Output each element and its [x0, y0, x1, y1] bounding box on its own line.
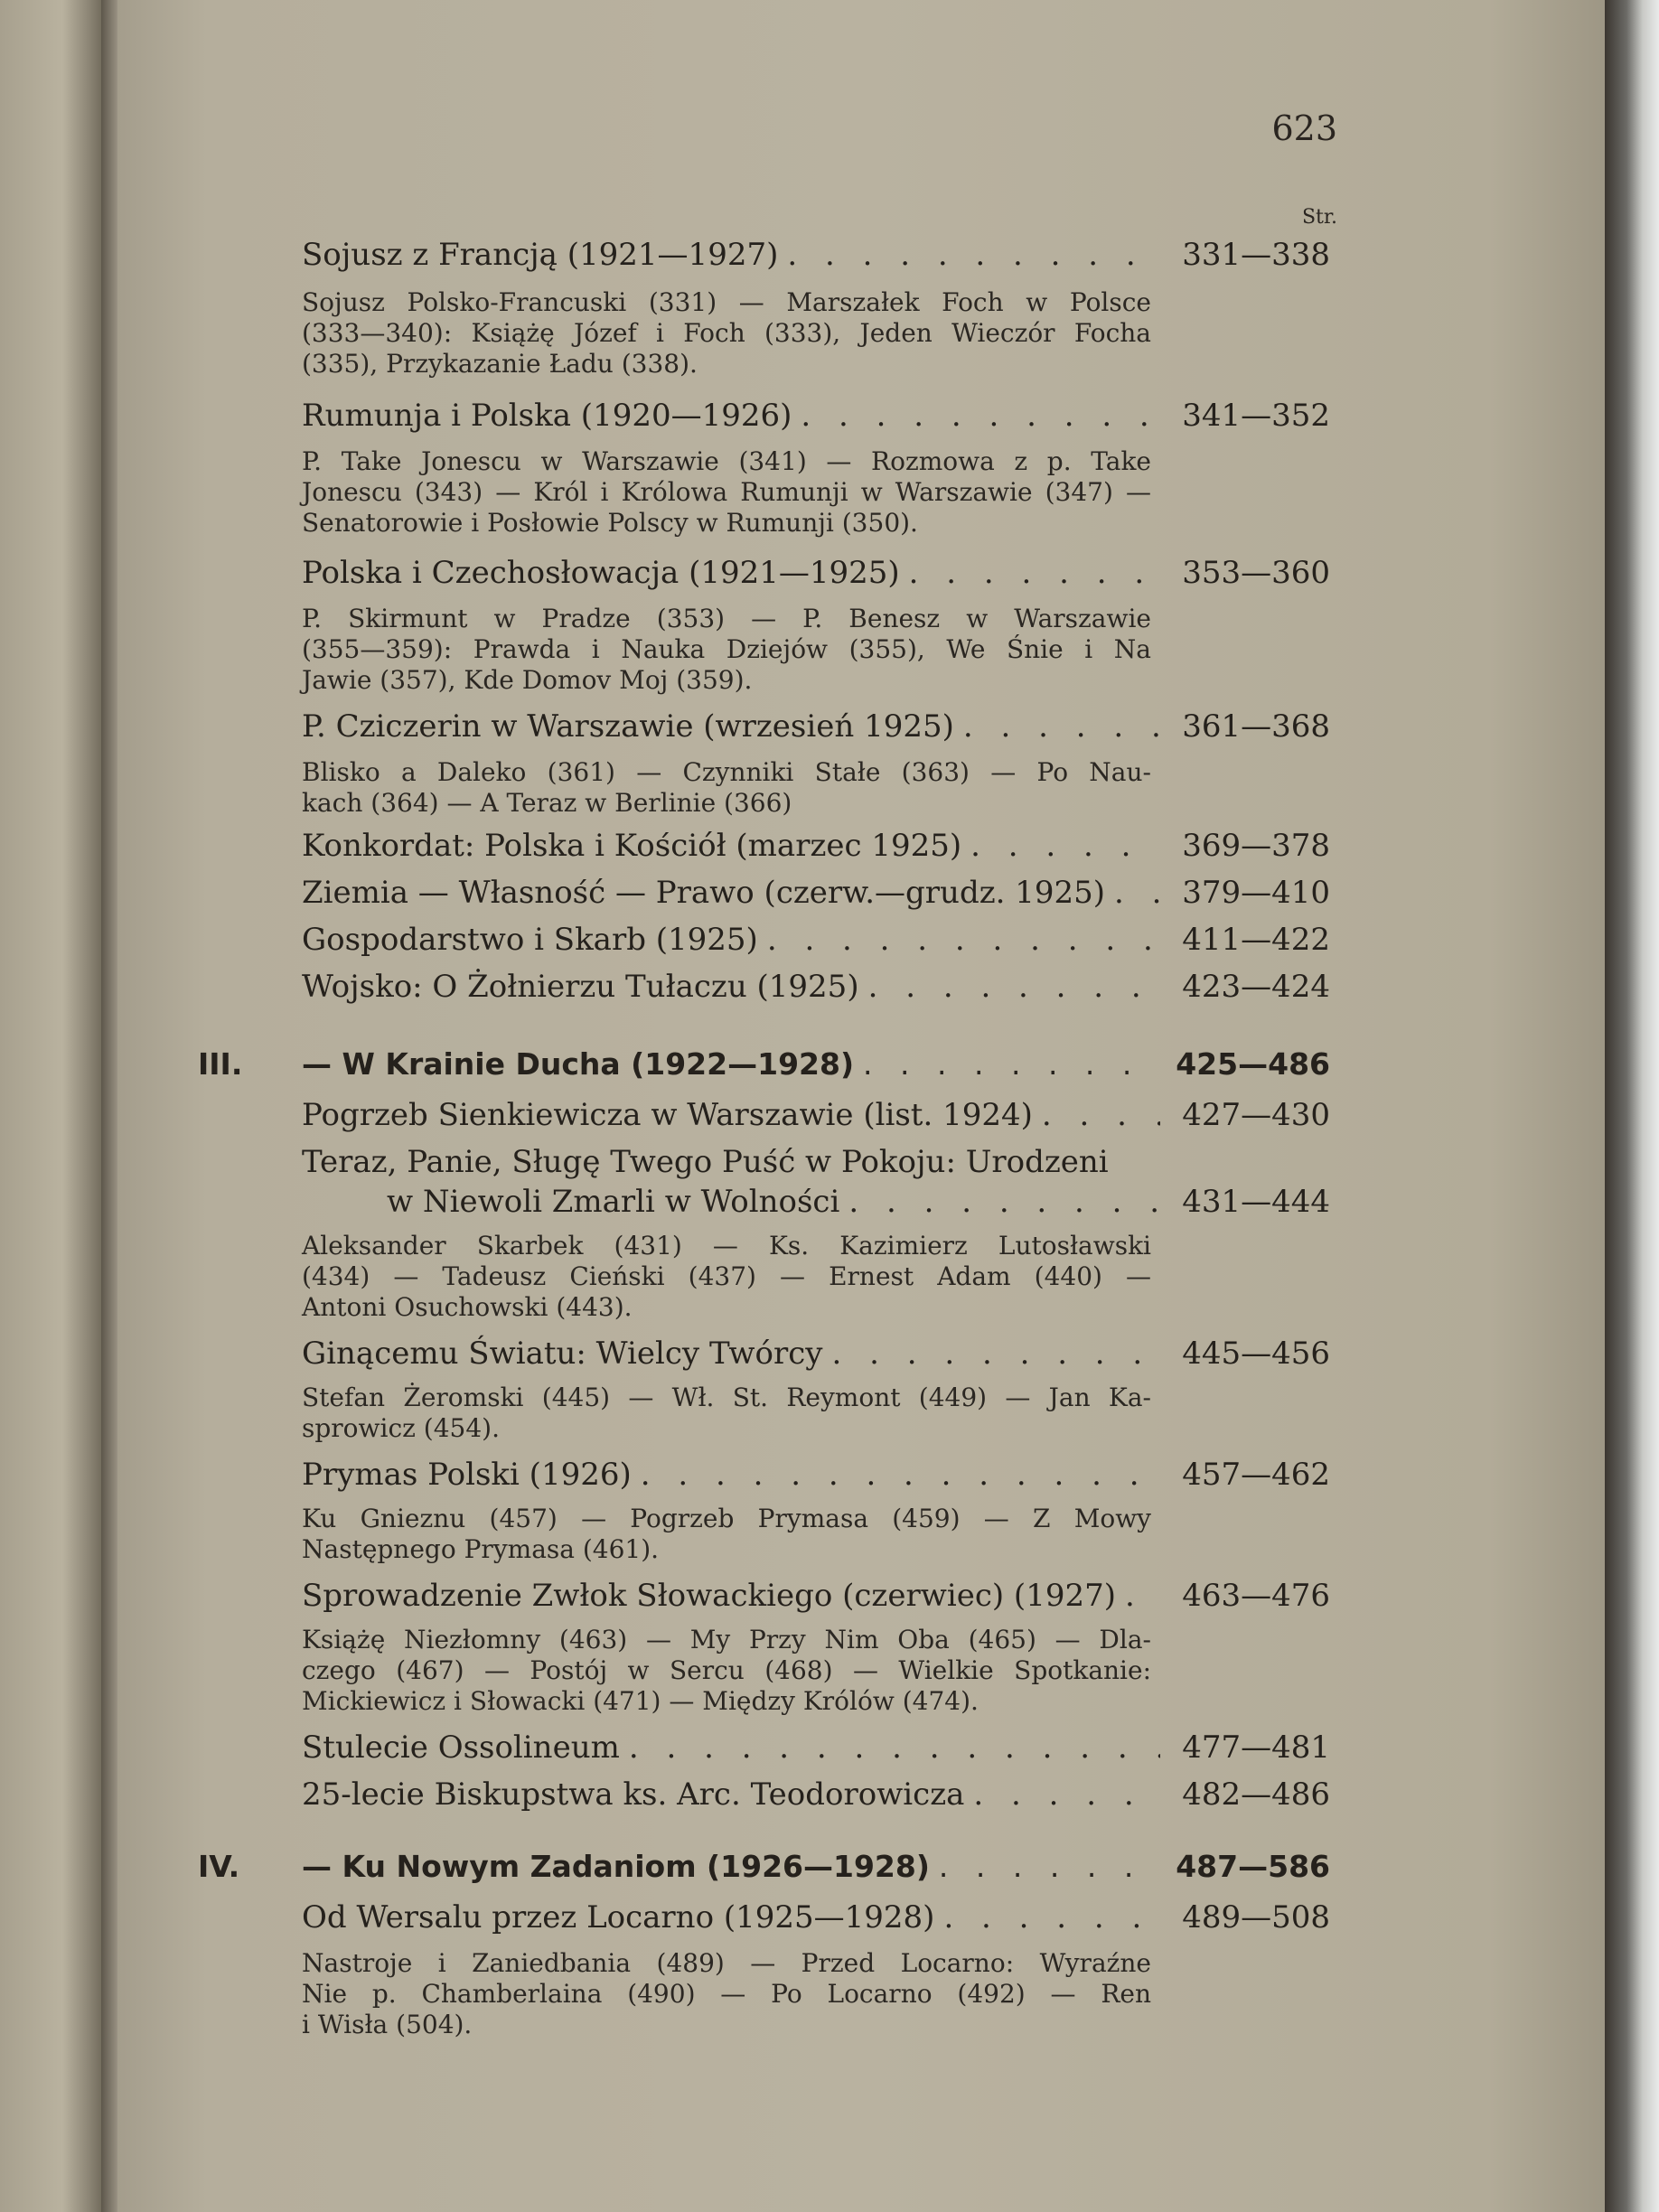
subtopic-line: Stefan Żeromski (445) — Wł. St. Reymont (449) — Jan Ka- [302, 1382, 1151, 1412]
toc-entry [302, 1776, 1330, 1818]
toc-page-range: 341—352 [1182, 398, 1330, 434]
subtopic-line: sprowicz (454). [302, 1413, 500, 1443]
toc-entry-title: Sojusz z Francją (1921—1927) [302, 237, 779, 273]
subtopic-line: Jonescu (343) — Król i Królowa Rumunji w Warszawie (347) — [302, 477, 1151, 507]
dot-leader [641, 1457, 1160, 1493]
subtopic-line: (434) — Tadeusz Cieński (437) — Ernest Adam (440) — [302, 1261, 1151, 1291]
toc-entry-subtopics [302, 287, 1151, 380]
toc-page-range: 431—444 [1182, 1184, 1330, 1220]
toc-entry-title: Pogrzeb Sienkiewicza w Warszawie (list. 1924) [302, 1097, 1033, 1133]
toc-entry-subtopics [302, 1625, 1151, 1717]
dot-leader [973, 1776, 1160, 1813]
column-label-pages: Str. [1301, 206, 1337, 229]
toc-entry-subtopics [302, 1382, 1151, 1444]
subtopic-line: Blisko a Daleko (361) — Czynniki Stałe (363) — Po Nau- [302, 757, 1151, 787]
toc-entry-title: Konkordat: Polska i Kościół (marzec 1925) [302, 828, 962, 864]
dot-leader [863, 1046, 1160, 1082]
dot-leader [963, 708, 1160, 745]
toc-entry [302, 828, 1330, 869]
toc-page-range: 331—338 [1182, 237, 1330, 273]
subtopic-line: (335), Przykazanie Ładu (338). [302, 349, 698, 379]
toc-entry [302, 1144, 1330, 1186]
toc-page-range: 425—486 [1176, 1046, 1330, 1082]
subtopic-line: Senatorowie i Posłowie Polscy w Rumunji (350). [302, 508, 918, 538]
toc-entry-title: Teraz, Panie, Sługę Twego Puść w Pokoju: Urodzeni [302, 1144, 1109, 1180]
toc-entry [302, 1457, 1330, 1498]
toc-entry [302, 237, 1330, 278]
toc-entry-title: Od Wersalu przez Locarno (1925—1928) [302, 1899, 935, 1936]
dot-leader [970, 828, 1160, 864]
toc-entry [302, 969, 1330, 1010]
toc-entry-title: Ginącemu Światu: Wielcy Twórcy [302, 1336, 823, 1372]
toc-page-range: 463—476 [1182, 1578, 1330, 1614]
toc-entry-continuation [383, 1184, 1330, 1225]
toc-entry [302, 922, 1330, 963]
toc-entry [302, 1336, 1330, 1377]
subtopic-line: i Wisła (504). [302, 2010, 473, 2039]
toc-entry-title: 25-lecie Biskupstwa ks. Arc. Teodorowicza [302, 1776, 965, 1813]
toc-entry [302, 1578, 1330, 1619]
section-number: IV. [198, 1849, 240, 1884]
toc-page-range: 379—410 [1182, 875, 1330, 911]
toc-entry-subtopics [302, 1504, 1151, 1565]
dot-leader [767, 922, 1160, 958]
toc-entry [302, 875, 1330, 916]
toc-page-range: 445—456 [1182, 1336, 1330, 1372]
toc-entry-subtopics [302, 1948, 1151, 2040]
dot-leader [1125, 1578, 1160, 1614]
dot-leader [1114, 875, 1160, 911]
section-heading [198, 1849, 1330, 1890]
dot-leader [1042, 1097, 1160, 1133]
subtopic-line: Mickiewicz i Słowacki (471) — Między Królów (474). [302, 1686, 979, 1716]
section-title: — W Krainie Ducha (1922—1928) [302, 1046, 855, 1082]
subtopic-line: Następnego Prymasa (461). [302, 1534, 660, 1564]
toc-page-range: 457—462 [1182, 1457, 1330, 1493]
subtopic-line: (333—340): Książę Józef i Foch (333), Jeden Wieczór Focha [302, 318, 1151, 348]
toc-entry [302, 1097, 1330, 1139]
toc-entry-title: Polska i Czechosłowacja (1921—1925) [302, 555, 900, 591]
subtopic-line: P. Skirmunt w Pradze (353) — P. Benesz w Warszawie [302, 604, 1151, 633]
subtopic-line: Jawie (357), Kde Domov Moj (359). [302, 665, 753, 695]
subtopic-line: kach (364) — A Teraz w Berlinie (366) [302, 788, 792, 818]
subtopic-line: P. Take Jonescu w Warszawie (341) — Rozmowa z p. Take [302, 446, 1151, 476]
subtopic-line: Nastroje i Zaniedbania (489) — Przed Locarno: Wyraźne [302, 1948, 1151, 1978]
toc-entry-title: Gospodarstwo i Skarb (1925) [302, 922, 758, 958]
toc-entry-title: Prymas Polski (1926) [302, 1457, 632, 1493]
subtopic-line: Książę Niezłomny (463) — My Przy Nim Oba (465) — Dla- [302, 1625, 1151, 1654]
subtopic-line: Aleksander Skarbek (431) — Ks. Kazimierz Lutosławski [302, 1231, 1151, 1261]
subtopic-line: (355—359): Prawda i Nauka Dziejów (355), We Śnie i Na [302, 634, 1151, 664]
toc-page-range: 477—481 [1182, 1729, 1330, 1766]
subtopic-line: Antoni Osuchowski (443). [302, 1292, 633, 1322]
subtopic-line: Ku Gnieznu (457) — Pogrzeb Prymasa (459) — Z Mowy [302, 1504, 1151, 1533]
toc-entry-subtopics [302, 604, 1151, 696]
subtopic-line: Sojusz Polsko-Francuski (331) — Marszałek Foch w Polsce [302, 287, 1151, 317]
toc-page-range: 423—424 [1182, 969, 1330, 1005]
toc-page-range: 427—430 [1182, 1097, 1330, 1133]
toc-entry [302, 708, 1330, 750]
section-title: — Ku Nowym Zadaniom (1926—1928) [302, 1849, 930, 1884]
subtopic-line: Nie p. Chamberlaina (490) — Po Locarno (492) — Ren [302, 1979, 1151, 2009]
dot-leader [848, 1184, 1160, 1220]
toc-entry-title: P. Cziczerin w Warszawie (wrzesień 1925) [302, 708, 954, 745]
toc-page-range: 487—586 [1176, 1849, 1330, 1884]
dot-leader [943, 1899, 1160, 1936]
toc-entry [302, 555, 1330, 596]
toc-page-range: 369—378 [1182, 828, 1330, 864]
toc-page-range: 489—508 [1182, 1899, 1330, 1936]
toc-entry-title: Wojsko: O Żołnierzu Tułaczu (1925) [302, 969, 859, 1005]
toc-entry-subtopics [302, 757, 1151, 819]
toc-entry [302, 398, 1330, 439]
toc-entry-title: Sprowadzenie Zwłok Słowackiego (czerwiec) (1927) [302, 1578, 1116, 1614]
toc-entry-title-continued: w Niewoli Zmarli w Wolności [387, 1184, 840, 1220]
dot-leader [787, 237, 1160, 273]
toc-entry-subtopics [302, 446, 1151, 539]
toc-entry-title: Ziemia — Własność — Prawo (czerw.—grudz. 1925) [302, 875, 1106, 911]
toc-entry [302, 1729, 1330, 1771]
toc-entry-title: Stulecie Ossolineum [302, 1729, 620, 1766]
dot-leader [868, 969, 1160, 1005]
dot-leader [801, 398, 1160, 434]
toc-entry-title: Rumunja i Polska (1920—1926) [302, 398, 792, 434]
subtopic-line: czego (467) — Postój w Sercu (468) — Wielkie Spotkanie: [302, 1655, 1151, 1685]
toc-entry-subtopics [302, 1231, 1151, 1323]
toc-entry [302, 1899, 1330, 1941]
toc-page-range: 353—360 [1182, 555, 1330, 591]
toc-page-range: 482—486 [1182, 1776, 1330, 1813]
dot-leader [629, 1729, 1160, 1766]
toc-page-range: 361—368 [1182, 708, 1330, 745]
section-heading [198, 1046, 1330, 1088]
dot-leader [939, 1849, 1160, 1884]
dot-leader [832, 1336, 1161, 1372]
dot-leader [909, 555, 1160, 591]
section-number: III. [198, 1046, 243, 1082]
toc-page-range: 411—422 [1182, 922, 1330, 958]
page-number: 623 [1271, 108, 1337, 148]
